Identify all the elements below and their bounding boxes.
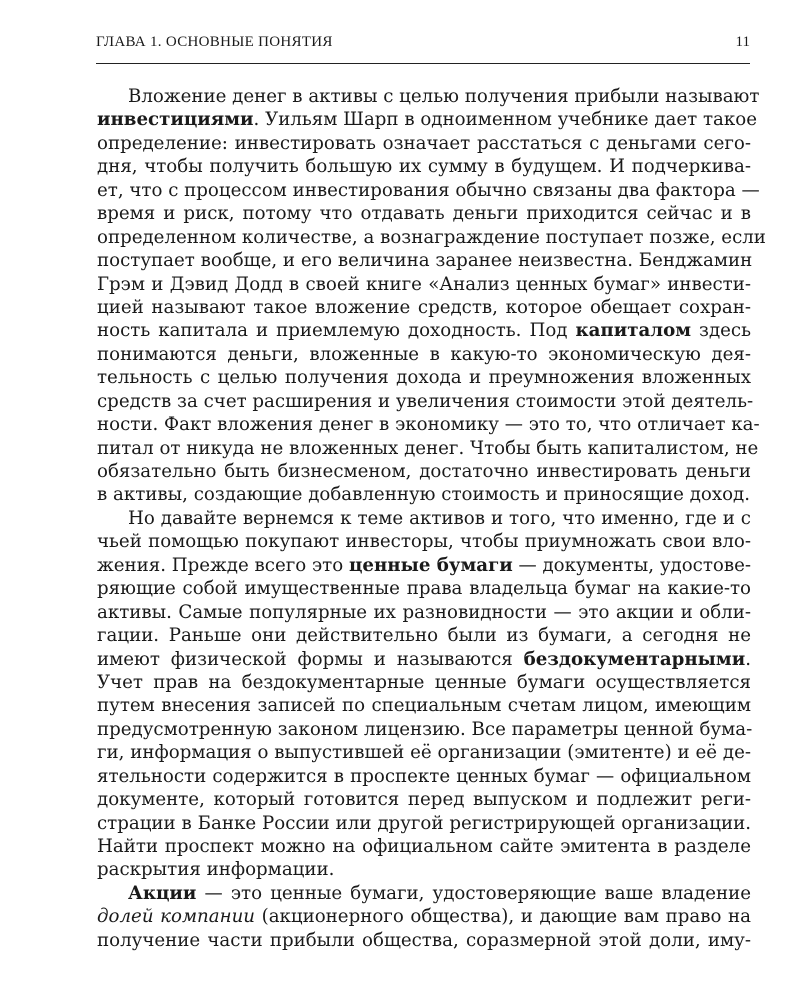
term-company-share: долей компании — [97, 906, 255, 928]
text-run: страции в Банке России или другой регистрирующей организации. — [97, 812, 751, 834]
text-run: раскрытия информации. — [97, 859, 335, 881]
text-run: понимаются деньги, вложенные в какую-то экономическую дея- — [97, 343, 751, 365]
text-run: здесь — [691, 320, 751, 342]
text-line — [97, 812, 751, 835]
text-run: Грэм и Дэвид Додд в своей книге «Анализ ценных бумаг» инвести- — [97, 273, 751, 295]
text-run: ряющие собой имущественные права владельца бумаг на какие-то — [97, 578, 751, 600]
text-line — [97, 296, 751, 319]
text-run: получение части прибыли общества, соразмерной этой доли, иму- — [97, 929, 751, 951]
text-run: Учет прав на бездокументарные ценные бумаги осуществляется — [97, 671, 751, 693]
text-line — [97, 929, 751, 952]
body-text — [97, 85, 766, 952]
text-run: . — [745, 648, 751, 670]
text-line — [97, 85, 760, 108]
text-line — [97, 226, 766, 249]
text-run: поступает вообще, и его величина заранее неизвестна. Бенджамин — [97, 250, 753, 272]
text-run: ности. Факт вложения денег в экономику — это то, что отличает ка- — [97, 414, 760, 436]
text-line — [97, 155, 751, 178]
text-run: ги, информация о выпустившей её организации (эмитенте) и её де- — [97, 742, 751, 764]
text-line — [97, 132, 751, 155]
text-line — [97, 741, 751, 764]
text-run: имеют физической формы и называются — [97, 648, 524, 670]
text-run: Найти проспект можно на официальном сайте эмитента в разделе — [97, 836, 751, 857]
text-run: жения. Прежде всего это — [97, 554, 349, 576]
text-run: в активы, создающие добавленную стоимость и приносящие доход. — [97, 484, 751, 506]
text-run: (акционерного общества), и дающие вам право на — [255, 906, 751, 928]
text-line — [97, 648, 751, 671]
text-run: гации. Раньше они действительно были из бумаги, а сегодня не — [97, 625, 751, 647]
text-run: питал от никуда не вложенных денег. Чтобы быть капиталистом, не — [97, 437, 759, 459]
text-line — [97, 273, 751, 296]
text-line — [97, 554, 751, 577]
text-line — [97, 179, 760, 202]
text-line — [97, 437, 759, 460]
text-line — [97, 460, 751, 483]
term-paperless: бездокументарными — [523, 648, 746, 670]
text-run: Вложение денег в активы с целью получения прибыли называют — [128, 86, 760, 107]
text-run: средств за счет расширения и увеличения стоимости этой деятель- — [97, 390, 754, 412]
text-run: время и риск, потому что отдавать деньги приходится сейчас и в — [97, 203, 751, 225]
text-run: дня, чтобы получить большую их сумму в будущем. И подчеркива- — [97, 156, 751, 178]
text-run: обязательно быть бизнесменом, достаточно инвестировать деньги — [97, 461, 751, 482]
text-line — [97, 765, 751, 788]
text-run: активы. Самые популярные их разновидности — это акции и обли- — [97, 601, 751, 623]
text-run: ятельности содержится в проспекте ценных бумаг — официальном — [97, 765, 751, 787]
chapter-title: ГЛАВА 1. ОСНОВНЫЕ ПОНЯТИЯ — [96, 34, 333, 50]
text-line — [97, 108, 757, 131]
page-number: 11 — [735, 34, 750, 50]
running-header — [96, 34, 750, 64]
text-line — [97, 788, 751, 811]
text-run: определенном количестве, а вознаграждение поступает позже, если — [97, 226, 766, 248]
term-investments: инвестициями — [97, 109, 254, 131]
text-line — [97, 835, 751, 858]
text-line — [97, 319, 751, 342]
text-line — [97, 530, 751, 553]
text-run: путем внесения записей по специальным счетам лицом, имеющим — [97, 695, 751, 717]
text-run: цией называют такое вложение средств, которое обещает сохран- — [97, 296, 751, 318]
text-line — [97, 718, 751, 741]
text-line — [97, 343, 751, 366]
text-run: ет, что с процессом инвестирования обычно связаны два фактора — — [97, 179, 760, 201]
text-run: чьей помощью покупают инвесторы, чтобы приумножать свои вло- — [97, 531, 751, 553]
text-line — [97, 390, 754, 413]
text-line — [97, 858, 751, 881]
text-line — [97, 624, 751, 647]
text-line — [97, 366, 751, 389]
text-run: — документы, удостове- — [512, 554, 752, 576]
text-run: тельность с целью получения дохода и преумножения вложенных — [97, 367, 751, 389]
term-capital: капиталом — [575, 320, 692, 342]
text-line — [97, 507, 751, 530]
text-run: предусмотренную законом лицензию. Все параметры ценной бума- — [97, 718, 753, 740]
text-run: . Уильям Шарп в одноименном учебнике дает такое — [253, 109, 757, 131]
text-line — [97, 577, 751, 600]
text-line — [97, 413, 760, 436]
text-line — [97, 882, 751, 905]
text-line — [97, 483, 751, 506]
text-run: документе, который готовится перед выпуском и подлежит реги- — [97, 789, 751, 811]
text-line — [97, 202, 751, 225]
text-line — [97, 601, 751, 624]
text-run: ность капитала и приемлемую доходность. Под — [97, 320, 576, 342]
text-run: определение: инвестировать означает расстаться с деньгами сего- — [97, 132, 751, 154]
term-shares: Акции — [128, 882, 197, 904]
text-line — [97, 694, 751, 717]
text-line — [97, 249, 751, 272]
text-run: Но давайте вернемся к теме активов и того, что именно, где и с — [128, 507, 751, 529]
term-securities: ценные бумаги — [348, 554, 513, 576]
text-line — [97, 905, 751, 928]
text-run: — это ценные бумаги, удостоверяющие ваше владение — [196, 882, 751, 904]
text-line — [97, 671, 751, 694]
